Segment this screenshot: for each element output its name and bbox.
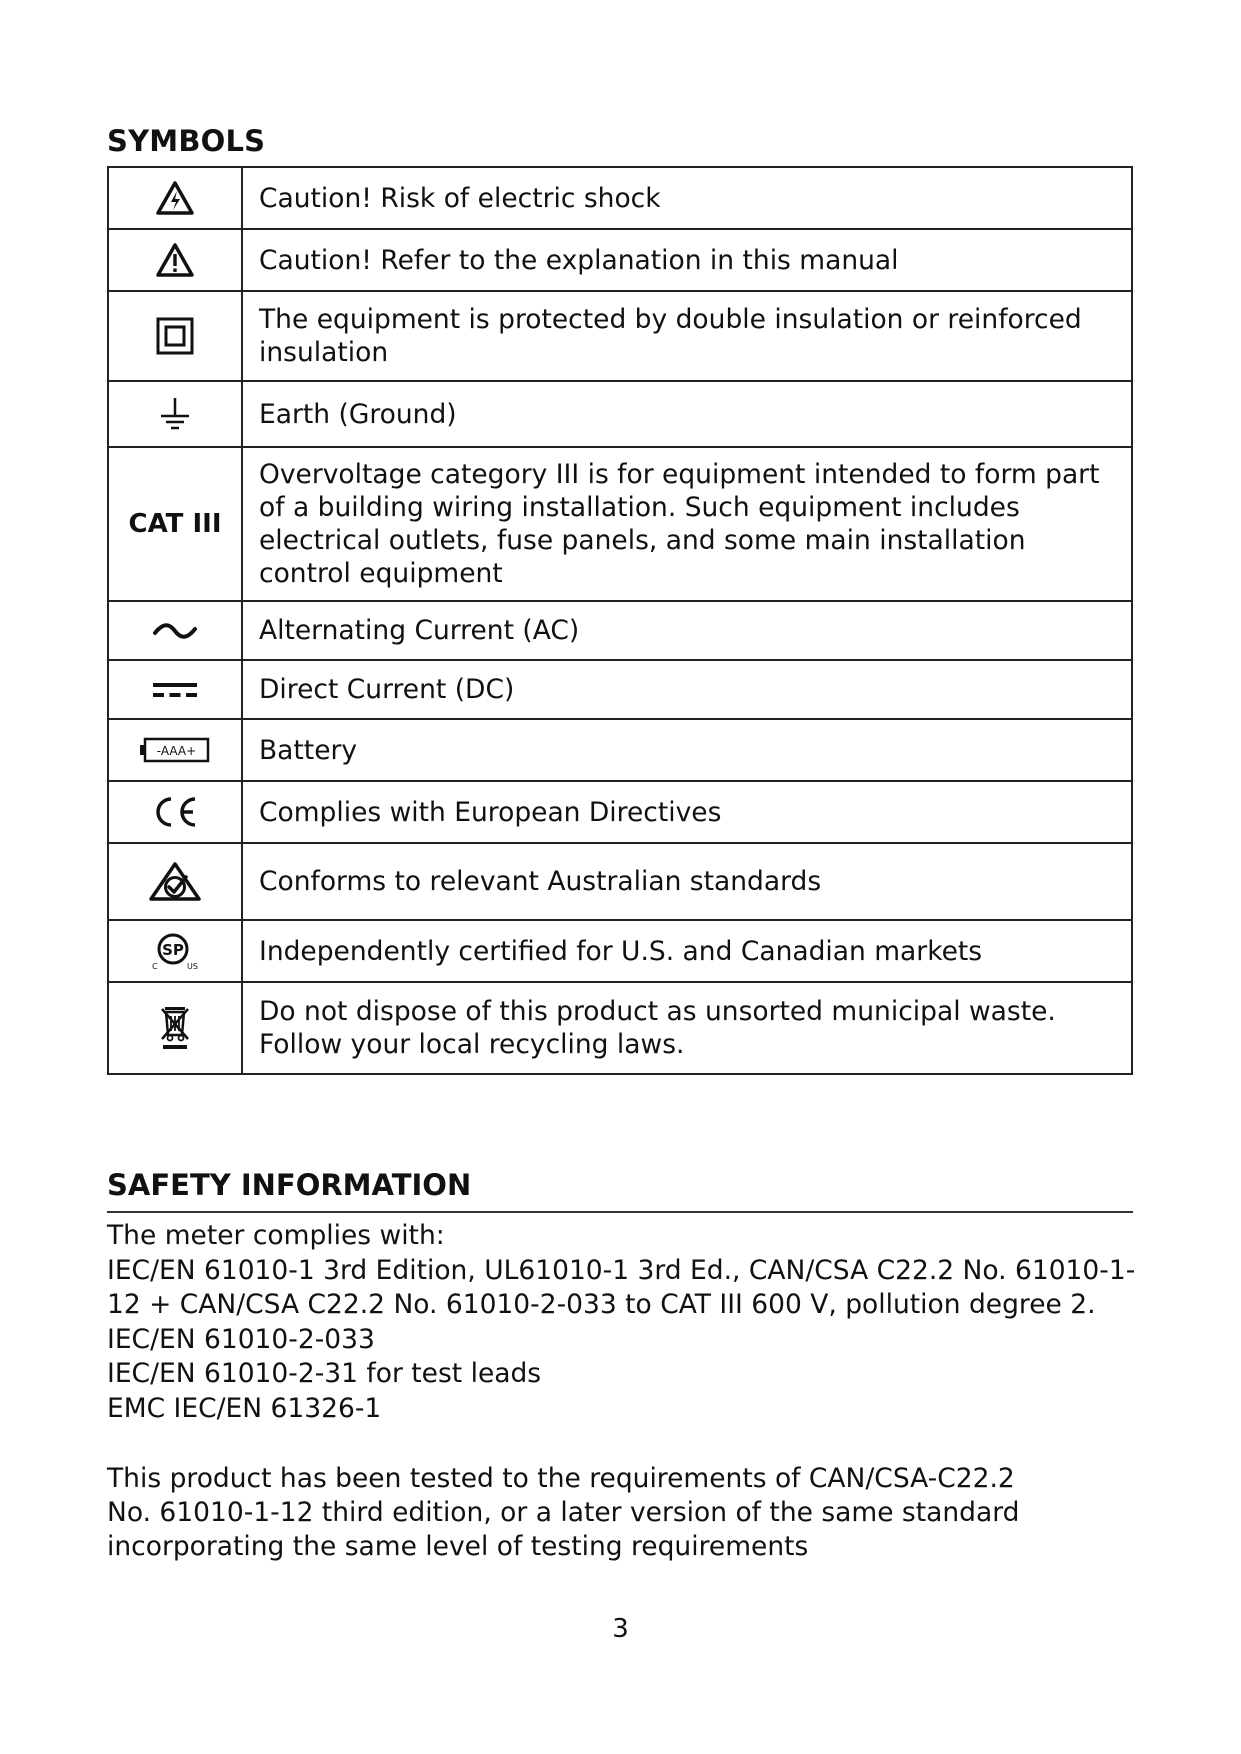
symbol-description: Complies with European Directives: [242, 781, 1132, 843]
battery-label: -AAA+: [156, 744, 197, 758]
symbol-cell: [108, 781, 242, 843]
symbol-cell: [108, 229, 242, 291]
symbol-description: Conforms to relevant Australian standards: [242, 843, 1132, 920]
table-row: [108, 719, 1132, 781]
compliance-line: IEC/EN 61010-2-033: [107, 1323, 375, 1355]
symbol-cell: [108, 843, 242, 920]
compliance-list: [107, 1219, 1147, 1426]
csa-label-c: C: [152, 962, 158, 971]
symbol-cell: [108, 291, 242, 381]
symbol-description: Caution! Refer to the explanation in this manual: [242, 229, 1132, 291]
table-row: [108, 447, 1132, 601]
heading-divider: [107, 1211, 1133, 1213]
double-insulation-icon: [156, 317, 194, 355]
symbols-heading: SYMBOLS: [107, 124, 266, 158]
cat-iii-label: CAT III: [128, 509, 222, 539]
ac-icon: [151, 621, 199, 641]
compliance-line: IEC/EN 61010-1 3rd Edition, UL61010-1 3rd Ed., CAN/CSA C22.2 No. 61010-1-: [107, 1254, 1136, 1286]
symbol-cell: [108, 719, 242, 781]
symbol-description: Alternating Current (AC): [242, 601, 1132, 660]
battery-icon: [140, 737, 210, 763]
table-row: [108, 601, 1132, 660]
symbol-description: Do not dispose of this product as unsorted municipal waste. Follow your local recycling laws.: [242, 982, 1132, 1074]
rcm-mark-icon: [148, 861, 202, 903]
csa-label: SP: [162, 941, 184, 959]
table-row: [108, 660, 1132, 719]
symbol-description: Direct Current (DC): [242, 660, 1132, 719]
symbol-cell: [108, 920, 242, 982]
weee-bin-icon: [157, 1003, 193, 1053]
caution-warning-icon: [155, 242, 195, 278]
testing-line: This product has been tested to the requirements of CAN/CSA-C22.2: [107, 1463, 1015, 1494]
symbol-cell: [108, 982, 242, 1074]
compliance-line: The meter complies with:: [107, 1220, 445, 1251]
symbol-description: Independently certified for U.S. and Canadian markets: [242, 920, 1132, 982]
symbol-cell: [108, 167, 242, 229]
csa-label-us: US: [187, 962, 198, 971]
electric-shock-warning-icon: [155, 180, 195, 216]
table-row: [108, 229, 1132, 291]
symbol-cell: [108, 601, 242, 660]
testing-line: No. 61010-1-12 third edition, or a later version of the same standard: [107, 1497, 1020, 1528]
page-number: 3: [612, 1614, 629, 1644]
table-row: [108, 167, 1132, 229]
compliance-line: EMC IEC/EN 61326-1: [107, 1392, 382, 1424]
symbol-cell: [108, 447, 242, 601]
safety-heading: SAFETY INFORMATION: [107, 1168, 472, 1202]
testing-statement: [107, 1462, 1147, 1564]
symbol-cell: [108, 381, 242, 447]
earth-ground-icon: [158, 396, 192, 432]
compliance-line: 12 + CAN/CSA C22.2 No. 61010-2-033 to CAT III 600 V, pollution degree 2.: [107, 1289, 1096, 1320]
ce-mark-icon: [151, 794, 199, 830]
table-row: [108, 920, 1132, 982]
table-row: [108, 381, 1132, 447]
dc-icon: [151, 680, 199, 700]
symbols-table: [107, 166, 1133, 1075]
table-row: [108, 291, 1132, 381]
testing-line: incorporating the same level of testing requirements: [107, 1531, 809, 1562]
csa-mark-icon: [149, 931, 201, 971]
table-row: [108, 982, 1132, 1074]
symbol-description: Overvoltage category III is for equipment intended to form part of a building wiring installation. Such equipment includes electrical outlets, fuse panels, and some main installation control equipment: [242, 447, 1132, 601]
symbol-description: Battery: [242, 719, 1132, 781]
symbol-description: The equipment is protected by double insulation or reinforced insulation: [242, 291, 1132, 381]
table-row: [108, 843, 1132, 920]
compliance-line: IEC/EN 61010-2-31 for test leads: [107, 1358, 542, 1389]
symbol-cell: [108, 660, 242, 719]
table-row: [108, 781, 1132, 843]
symbol-description: Caution! Risk of electric shock: [242, 167, 1132, 229]
symbol-description: Earth (Ground): [242, 381, 1132, 447]
